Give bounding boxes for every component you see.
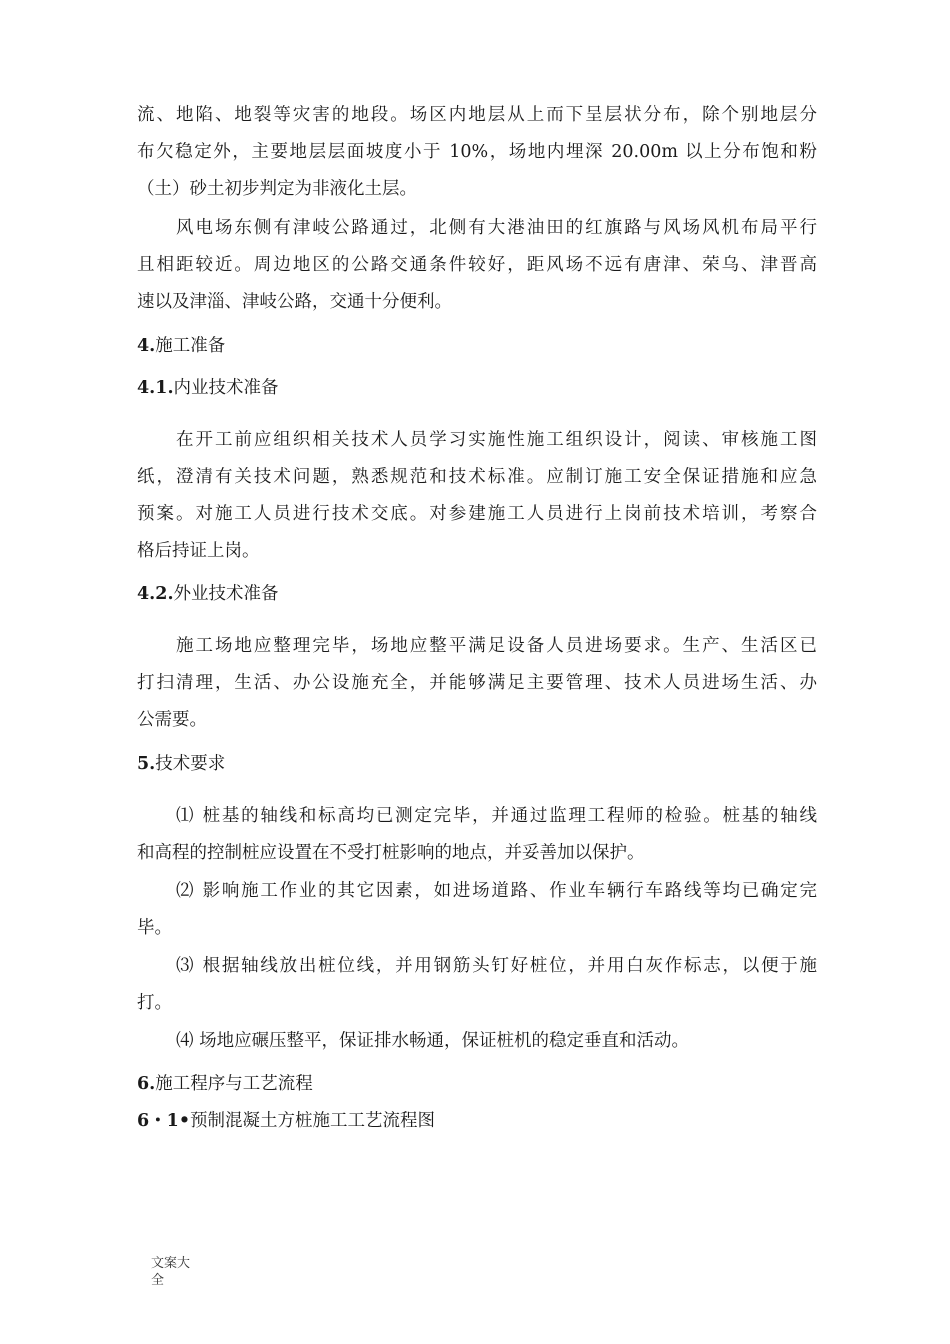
heading-6-1-text: 预制混凝土方桩施工工艺流程图 xyxy=(190,1111,436,1131)
para3-line4: 格后持证上岗。 xyxy=(137,541,260,561)
heading-5-number: 5. xyxy=(137,754,156,774)
para3-line2: 纸，澄清有关技术问题，熟悉规范和技术标准。应制订施工安全保证措施和应急 xyxy=(137,467,817,487)
item2-line2: 毕。 xyxy=(137,918,172,938)
heading-4-2-number: 4.2. xyxy=(137,584,174,604)
para3-line3: 预案。对施工人员进行技术交底。对参建施工人员进行上岗前技术培训，考察合 xyxy=(137,504,817,524)
heading-6-number: 6. xyxy=(137,1074,156,1094)
item1-line1: ⑴ 桩基的轴线和标高均已测定完毕，并通过监理工程师的检验。桩基的轴线 xyxy=(176,806,817,826)
para4-line1: 施工场地应整理完毕，场地应整平满足设备人员进场要求。生产、生活区已 xyxy=(176,636,817,656)
heading-6-1 xyxy=(137,1110,817,1132)
heading-6-1-number: 6・1• xyxy=(137,1111,191,1131)
item2-line1: ⑵ 影响施工作业的其它因素，如进场道路、作业车辆行车路线等均已确定完 xyxy=(176,881,817,901)
heading-6 xyxy=(137,1073,817,1095)
heading-4-text: 施工准备 xyxy=(155,336,226,356)
para1-line1: 流、地陷、地裂等灾害的地段。场区内地层从上而下呈层状分布，除个别地层分 xyxy=(137,105,817,125)
heading-4 xyxy=(137,335,817,357)
heading-4-1 xyxy=(137,377,817,399)
item3-line2: 打。 xyxy=(137,993,172,1013)
para2-line3: 速以及津淄、津岐公路，交通十分便利。 xyxy=(137,292,452,312)
page-footer: 文案大全 xyxy=(151,1256,191,1288)
heading-4-1-number: 4.1. xyxy=(137,378,174,398)
para3-line1: 在开工前应组织相关技术人员学习实施性施工组织设计，阅读、审核施工图 xyxy=(176,430,817,450)
heading-4-2-text: 外业技术准备 xyxy=(173,584,279,604)
heading-6-text: 施工程序与工艺流程 xyxy=(155,1074,313,1094)
item1-line2: 和高程的控制桩应设置在不受打桩影响的地点，并妥善加以保护。 xyxy=(137,843,645,863)
heading-4-number: 4. xyxy=(137,336,156,356)
para1-line3: （土）砂土初步判定为非液化土层。 xyxy=(137,179,417,199)
heading-4-2 xyxy=(137,583,817,605)
para4-line3: 公需要。 xyxy=(137,710,207,730)
para4-line2: 打扫清理，生活、办公设施充全，并能够满足主要管理、技术人员进场生活、办 xyxy=(137,673,817,693)
heading-4-1-text: 内业技术准备 xyxy=(173,378,279,398)
para1-line2: 布欠稳定外，主要地层层面坡度小于 10%，场地内埋深 20.00m 以上分布饱和粉 xyxy=(137,142,817,162)
heading-5 xyxy=(137,753,817,775)
para2-line2: 且相距较近。周边地区的公路交通条件较好，距风场不远有唐津、荣乌、津晋高 xyxy=(137,255,817,275)
para2-line1: 风电场东侧有津岐公路通过，北侧有大港油田的红旗路与风场风机布局平行 xyxy=(176,218,817,238)
heading-5-text: 技术要求 xyxy=(155,754,226,774)
item4-line1: ⑷ 场地应碾压整平，保证排水畅通，保证桩机的稳定垂直和活动。 xyxy=(176,1031,690,1051)
item3-line1: ⑶ 根据轴线放出桩位线，并用钢筋头钉好桩位，并用白灰作标志，以便于施 xyxy=(176,956,817,976)
